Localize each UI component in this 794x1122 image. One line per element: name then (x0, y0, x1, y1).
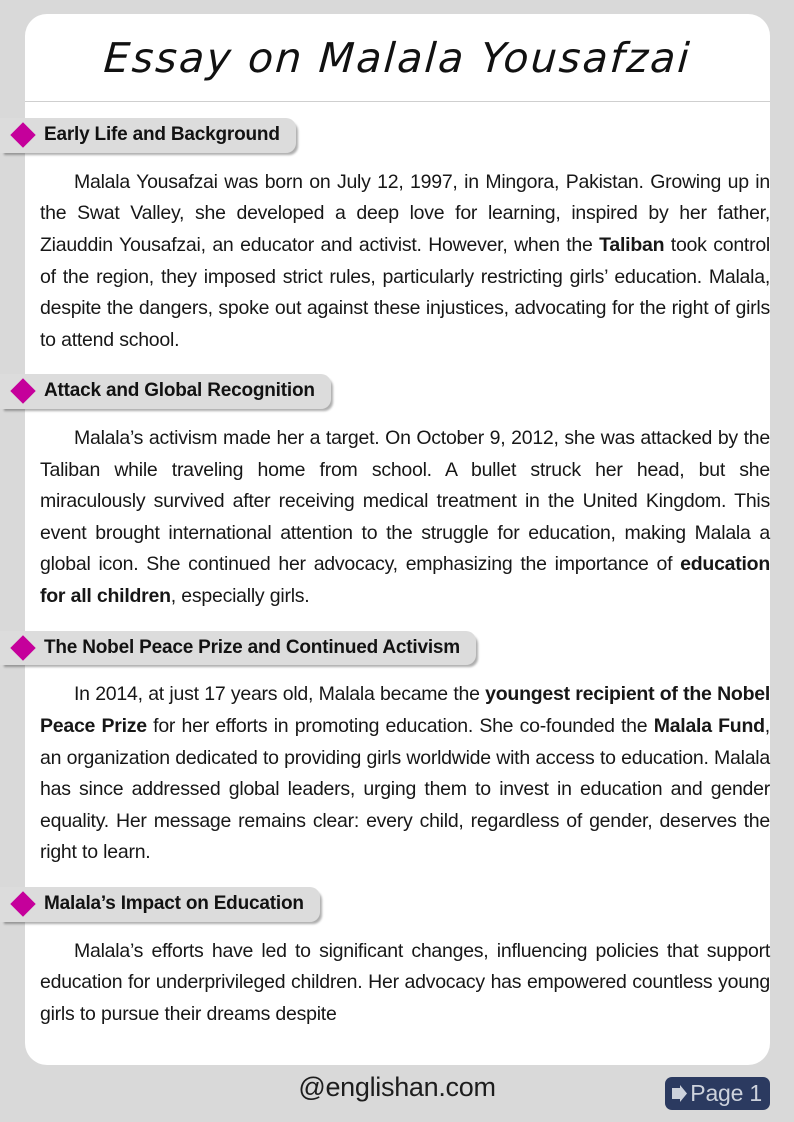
page-number-badge (665, 1077, 770, 1110)
title-header (25, 14, 770, 102)
essay-content (0, 104, 794, 1031)
section-heading-badge (0, 887, 320, 922)
arrow-right-icon (671, 1084, 688, 1103)
diamond-icon (10, 635, 35, 660)
page-number-label: Page 1 (690, 1080, 762, 1106)
section-heading-label: Attack and Global Recognition (44, 380, 315, 402)
site-credit: @englishan.com (298, 1072, 496, 1102)
section-heading-row (0, 887, 794, 922)
diamond-icon (10, 379, 35, 404)
page-footer (0, 1068, 794, 1122)
section-heading-row (0, 118, 794, 153)
section-paragraph: Malala Yousafzai was born on July 12, 1997, in Mingora, Pakistan. Growing up in the Swat Valley, she developed a deep love for learning, inspired by her father, Ziauddin Yousafzai, an educator and activist. However, when the Taliban took control of the region, they imposed strict rules, particularly restricting girls’ education. Malala, despite the dangers, spoke out against these injustices, advocating for the right of girls to attend school. (40, 170, 770, 351)
section-heading-badge (0, 118, 296, 153)
section-heading-row (0, 631, 794, 666)
page-title: Essay on Malala Yousafzai (102, 33, 693, 82)
section-heading-label: The Nobel Peace Prize and Continued Activism (44, 636, 460, 658)
section-paragraph: Malala’s efforts have led to significant changes, influencing policies that support education for underprivileged children. Her advocacy has empowered countless young girls to pursue their dreams despite (40, 939, 770, 1025)
diamond-icon (10, 891, 35, 916)
section-heading-badge (0, 374, 331, 409)
section-heading-label: Early Life and Background (44, 124, 280, 145)
section-heading-label: Malala’s Impact on Education (44, 892, 304, 914)
section-paragraph: In 2014, at just 17 years old, Malala became the youngest recipient of the Nobel Peace Prize for her efforts in promoting education. She co-founded the Malala Fund, an organization dedicated to providing girls worldwide with access to education. Malala has since addressed global leaders, urging them to invest in education and gender equality. Her message remains clear: every child, regardless of gender, deserves the right to learn. (40, 683, 770, 864)
section-paragraph: Malala’s activism made her a target. On October 9, 2012, she was attacked by the Taliban while traveling home from school. A bullet struck her head, but she miraculously survived after receiving medical treatment in the United Kingdom. This event brought international attention to the struggle for education, making Malala a global icon. She continued her advocacy, emphasizing the importance of education for all children, especially girls. (40, 427, 770, 608)
section-heading-badge (0, 631, 476, 666)
diamond-icon (10, 122, 35, 147)
section-heading-row (0, 374, 794, 409)
